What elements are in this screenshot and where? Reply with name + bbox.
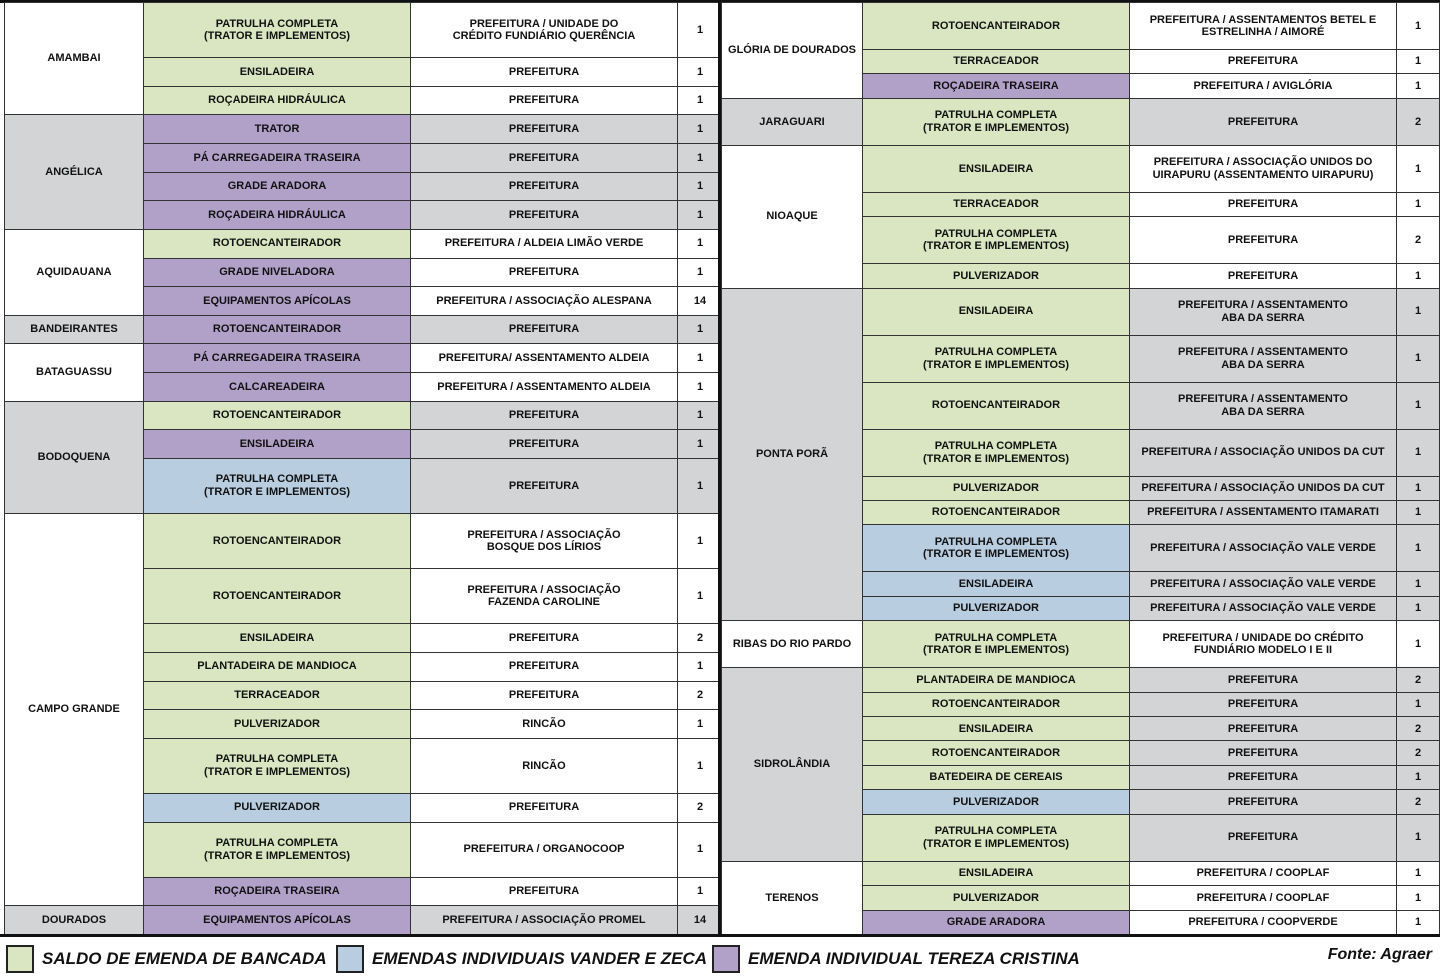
beneficiary-cell: PREFEITURA / UNIDADE DO CRÉDITO FUNDIÁRIO MODELO I E II — [1130, 621, 1397, 668]
quantity-cell: 1 — [678, 229, 723, 258]
bottom-border — [0, 934, 1440, 937]
equipment-cell: PATRULHA COMPLETA (TRATOR E IMPLEMENTOS) — [863, 335, 1130, 382]
equipment-cell: TERRACEADOR — [144, 681, 411, 710]
beneficiary-cell: PREFEITURA — [411, 58, 678, 87]
equipment-cell: PÁ CARREGADEIRA TRASEIRA — [144, 344, 411, 373]
quantity-cell: 1 — [1397, 145, 1440, 192]
beneficiary-cell: PREFEITURA — [1130, 717, 1397, 741]
quantity-cell: 1 — [1397, 382, 1440, 429]
legend-label-vander-zeca: EMENDAS INDIVIDUAIS VANDER E ZECA — [372, 949, 707, 968]
legend-label-bancada: SALDO DE EMENDA DE BANCADA — [42, 949, 327, 968]
beneficiary-cell: PREFEITURA — [411, 652, 678, 681]
beneficiary-cell: PREFEITURA / ASSENTAMENTO ITAMARATI — [1130, 501, 1397, 525]
quantity-cell: 1 — [678, 3, 723, 58]
quantity-cell: 1 — [678, 258, 723, 287]
beneficiary-cell: PREFEITURA — [1130, 692, 1397, 716]
equipment-cell: ROTOENCANTEIRADOR — [144, 514, 411, 569]
beneficiary-cell: PREFEITURA — [1130, 668, 1397, 692]
quantity-cell: 1 — [1397, 525, 1440, 572]
beneficiary-cell: PREFEITURA / ASSOCIAÇÃO PROMEL — [411, 906, 678, 935]
beneficiary-cell: PREFEITURA / ASSENTAMENTO ABA DA SERRA — [1130, 288, 1397, 335]
quantity-cell: 2 — [1397, 217, 1440, 264]
municipality-cell: CAMPO GRANDE — [5, 514, 144, 906]
beneficiary-cell: PREFEITURA / COOPLAF — [1130, 861, 1397, 885]
equipment-cell: PATRULHA COMPLETA (TRATOR E IMPLEMENTOS) — [144, 3, 411, 58]
equipment-cell: ROTOENCANTEIRADOR — [144, 569, 411, 624]
equipment-cell: ENSILADEIRA — [863, 717, 1130, 741]
equipment-cell: ROTOENCANTEIRADOR — [863, 3, 1130, 50]
quantity-cell: 1 — [1397, 814, 1440, 861]
equipment-cell: EQUIPAMENTOS APÍCOLAS — [144, 906, 411, 935]
beneficiary-cell: PREFEITURA — [411, 258, 678, 287]
quantity-cell: 1 — [678, 86, 723, 115]
municipality-cell: JARAGUARI — [722, 98, 863, 145]
legend-item-tereza — [712, 944, 1080, 974]
beneficiary-cell: PREFEITURA — [411, 430, 678, 459]
blue-swatch — [336, 945, 364, 973]
quantity-cell: 1 — [1397, 501, 1440, 525]
beneficiary-cell: PREFEITURA / ASSENTAMENTOS BETEL E ESTRELINHA / AIMORÉ — [1130, 3, 1397, 50]
equipment-cell: ROÇADEIRA TRASEIRA — [863, 74, 1130, 98]
quantity-cell: 2 — [1397, 790, 1440, 814]
municipality-cell: NIOAQUE — [722, 145, 863, 288]
quantity-cell: 1 — [1397, 3, 1440, 50]
quantity-cell: 1 — [1397, 192, 1440, 216]
municipality-cell: TERENOS — [722, 861, 863, 934]
equipment-cell: CALCAREADEIRA — [144, 373, 411, 402]
equipment-cell: ENSILADEIRA — [863, 572, 1130, 596]
municipality-cell: AMAMBAI — [5, 3, 144, 115]
equipment-cell: PLANTADEIRA DE MANDIOCA — [144, 652, 411, 681]
equipment-cell: TERRACEADOR — [863, 50, 1130, 74]
equipment-cell: PATRULHA COMPLETA (TRATOR E IMPLEMENTOS) — [144, 738, 411, 793]
quantity-cell: 2 — [678, 624, 723, 653]
beneficiary-cell: PREFEITURA — [1130, 50, 1397, 74]
municipality-cell: DOURADOS — [5, 906, 144, 935]
beneficiary-cell: PREFEITURA — [411, 115, 678, 144]
municipality-cell: PONTA PORÃ — [722, 288, 863, 621]
equipment-cell: ROÇADEIRA HIDRÁULICA — [144, 86, 411, 115]
quantity-cell: 2 — [1397, 668, 1440, 692]
beneficiary-cell: PREFEITURA / ASSOCIAÇÃO UNIDOS DA CUT — [1130, 476, 1397, 500]
quantity-cell: 1 — [678, 144, 723, 173]
beneficiary-cell: PREFEITURA / ALDEIA LIMÃO VERDE — [411, 229, 678, 258]
beneficiary-cell: PREFEITURA / COOPLAF — [1130, 886, 1397, 910]
equipment-cell: ROTOENCANTEIRADOR — [863, 382, 1130, 429]
beneficiary-cell: PREFEITURA / ORGANOCOOP — [411, 822, 678, 877]
beneficiary-cell: PREFEITURA — [1130, 741, 1397, 765]
table-row — [722, 288, 1440, 335]
beneficiary-cell: PREFEITURA / ASSOCIAÇÃO VALE VERDE — [1130, 525, 1397, 572]
legend-item-vander-zeca — [336, 944, 707, 974]
quantity-cell: 1 — [678, 569, 723, 624]
quantity-cell: 1 — [678, 201, 723, 230]
equipment-cell: BATEDEIRA DE CEREAIS — [863, 765, 1130, 789]
beneficiary-cell: PREFEITURA / ASSOCIAÇÃO UNIDOS DA CUT — [1130, 429, 1397, 476]
beneficiary-cell: PREFEITURA — [411, 401, 678, 430]
beneficiary-cell: PREFEITURA / ASSOCIAÇÃO VALE VERDE — [1130, 596, 1397, 620]
equipment-cell: PATRULHA COMPLETA (TRATOR E IMPLEMENTOS) — [863, 98, 1130, 145]
quantity-cell: 1 — [1397, 692, 1440, 716]
quantity-cell: 14 — [678, 906, 723, 935]
right-table-panel — [721, 2, 1439, 935]
quantity-cell: 1 — [678, 315, 723, 344]
quantity-cell: 1 — [678, 822, 723, 877]
table-row — [5, 344, 723, 373]
equipment-cell: ENSILADEIRA — [144, 58, 411, 87]
equipment-cell: ROTOENCANTEIRADOR — [144, 401, 411, 430]
table-row — [722, 621, 1440, 668]
municipality-cell: RIBAS DO RIO PARDO — [722, 621, 863, 668]
equipment-cell: ENSILADEIRA — [144, 624, 411, 653]
equipment-cell: PATRULHA COMPLETA (TRATOR E IMPLEMENTOS) — [144, 822, 411, 877]
equipment-cell: ENSILADEIRA — [863, 861, 1130, 885]
table-row — [5, 3, 723, 58]
equipment-cell: ROÇADEIRA TRASEIRA — [144, 877, 411, 906]
equipment-cell: PULVERIZADOR — [144, 710, 411, 739]
beneficiary-cell: PREFEITURA — [411, 315, 678, 344]
quantity-cell: 1 — [678, 172, 723, 201]
quantity-cell: 1 — [1397, 74, 1440, 98]
quantity-cell: 1 — [1397, 765, 1440, 789]
beneficiary-cell: PREFEITURA — [1130, 765, 1397, 789]
municipality-cell: BANDEIRANTES — [5, 315, 144, 344]
equipment-cell: ROTOENCANTEIRADOR — [863, 501, 1130, 525]
quantity-cell: 1 — [678, 710, 723, 739]
beneficiary-cell: PREFEITURA — [411, 201, 678, 230]
quantity-cell: 2 — [1397, 98, 1440, 145]
table-row — [5, 514, 723, 569]
table-row — [722, 668, 1440, 692]
equipment-cell: ENSILADEIRA — [144, 430, 411, 459]
equipment-cell: PATRULHA COMPLETA (TRATOR E IMPLEMENTOS) — [863, 429, 1130, 476]
equipment-cell: ROTOENCANTEIRADOR — [863, 741, 1130, 765]
quantity-cell: 2 — [1397, 717, 1440, 741]
beneficiary-cell: PREFEITURA — [1130, 264, 1397, 288]
equipment-cell: PULVERIZADOR — [863, 886, 1130, 910]
equipment-cell: GRADE NIVELADORA — [144, 258, 411, 287]
quantity-cell: 1 — [1397, 50, 1440, 74]
beneficiary-cell: PREFEITURA / ASSOCIAÇÃO BOSQUE DOS LÍRIOS — [411, 514, 678, 569]
municipality-cell: GLÓRIA DE DOURADOS — [722, 3, 863, 99]
beneficiary-cell: PREFEITURA — [1130, 814, 1397, 861]
beneficiary-cell: PREFEITURA — [1130, 790, 1397, 814]
quantity-cell: 1 — [678, 877, 723, 906]
beneficiary-cell: PREFEITURA / AVIGLÓRIA — [1130, 74, 1397, 98]
beneficiary-cell: RINCÃO — [411, 738, 678, 793]
table-row — [722, 861, 1440, 885]
source-credit: Fonte: Agraer — [1327, 946, 1432, 963]
equipment-cell: PATRULHA COMPLETA (TRATOR E IMPLEMENTOS) — [863, 621, 1130, 668]
quantity-cell: 2 — [678, 793, 723, 822]
table-row — [722, 98, 1440, 145]
equipment-cell: TRATOR — [144, 115, 411, 144]
quantity-cell: 1 — [678, 458, 723, 513]
municipality-cell: BODOQUENA — [5, 401, 144, 513]
beneficiary-cell: PREFEITURA / ASSOCIAÇÃO FAZENDA CAROLINE — [411, 569, 678, 624]
equipment-cell: ROÇADEIRA HIDRÁULICA — [144, 201, 411, 230]
legend-label-tereza: EMENDA INDIVIDUAL TEREZA CRISTINA — [748, 949, 1080, 968]
quantity-cell: 1 — [1397, 572, 1440, 596]
equipment-cell: GRADE ARADORA — [144, 172, 411, 201]
equipment-cell: ENSILADEIRA — [863, 145, 1130, 192]
beneficiary-cell: PREFEITURA — [411, 793, 678, 822]
quantity-cell: 1 — [678, 344, 723, 373]
quantity-cell: 1 — [1397, 476, 1440, 500]
beneficiary-cell: PREFEITURA — [411, 681, 678, 710]
equipment-cell: ROTOENCANTEIRADOR — [863, 692, 1130, 716]
quantity-cell: 1 — [1397, 596, 1440, 620]
legend — [0, 938, 1440, 980]
municipality-cell: BATAGUASSU — [5, 344, 144, 401]
legend-item-bancada — [6, 944, 327, 974]
municipality-cell: SIDROLÂNDIA — [722, 668, 863, 861]
table-row — [722, 3, 1440, 50]
beneficiary-cell: PREFEITURA — [1130, 217, 1397, 264]
beneficiary-cell: PREFEITURA / ASSOCIAÇÃO UNIDOS DO UIRAPURU (ASSENTAMENTO UIRAPURU) — [1130, 145, 1397, 192]
equipment-cell: PULVERIZADOR — [863, 264, 1130, 288]
equipment-cell: PATRULHA COMPLETA (TRATOR E IMPLEMENTOS) — [863, 814, 1130, 861]
beneficiary-cell: PREFEITURA — [411, 624, 678, 653]
beneficiary-cell: PREFEITURA / ASSENTAMENTO ABA DA SERRA — [1130, 382, 1397, 429]
quantity-cell: 1 — [1397, 910, 1440, 935]
equipment-cell: ENSILADEIRA — [863, 288, 1130, 335]
beneficiary-cell: PREFEITURA / ASSOCIAÇÃO VALE VERDE — [1130, 572, 1397, 596]
quantity-cell: 1 — [1397, 264, 1440, 288]
purple-swatch — [712, 945, 740, 973]
equipment-cell: EQUIPAMENTOS APÍCOLAS — [144, 287, 411, 316]
beneficiary-cell: PREFEITURA — [1130, 98, 1397, 145]
equipment-cell: PULVERIZADOR — [863, 596, 1130, 620]
beneficiary-cell: PREFEITURA — [1130, 192, 1397, 216]
quantity-cell: 1 — [678, 401, 723, 430]
beneficiary-cell: PREFEITURA / COOPVERDE — [1130, 910, 1397, 935]
beneficiary-cell: RINCÃO — [411, 710, 678, 739]
quantity-cell: 1 — [678, 373, 723, 402]
equipment-cell: PULVERIZADOR — [863, 476, 1130, 500]
table-row — [722, 145, 1440, 192]
table-row — [5, 115, 723, 144]
equipment-cell: TERRACEADOR — [863, 192, 1130, 216]
right-equipment-table — [721, 2, 1440, 935]
quantity-cell: 1 — [678, 652, 723, 681]
municipality-cell: AQUIDAUANA — [5, 229, 144, 315]
table-row — [5, 229, 723, 258]
beneficiary-cell: PREFEITURA — [411, 458, 678, 513]
quantity-cell: 1 — [678, 58, 723, 87]
green-swatch — [6, 945, 34, 973]
quantity-cell: 1 — [678, 514, 723, 569]
quantity-cell: 1 — [678, 430, 723, 459]
quantity-cell: 1 — [1397, 429, 1440, 476]
beneficiary-cell: PREFEITURA/ ASSENTAMENTO ALDEIA — [411, 344, 678, 373]
equipment-cell: PATRULHA COMPLETA (TRATOR E IMPLEMENTOS) — [863, 525, 1130, 572]
equipment-cell: GRADE ARADORA — [863, 910, 1130, 935]
beneficiary-cell: PREFEITURA — [411, 86, 678, 115]
quantity-cell: 2 — [1397, 741, 1440, 765]
beneficiary-cell: PREFEITURA / ASSOCIAÇÃO ALESPANA — [411, 287, 678, 316]
quantity-cell: 1 — [1397, 886, 1440, 910]
quantity-cell: 1 — [678, 738, 723, 793]
equipment-cell: ROTOENCANTEIRADOR — [144, 229, 411, 258]
quantity-cell: 1 — [1397, 861, 1440, 885]
table-row — [5, 315, 723, 344]
quantity-cell: 1 — [1397, 288, 1440, 335]
quantity-cell: 1 — [1397, 335, 1440, 382]
table-row — [5, 906, 723, 935]
beneficiary-cell: PREFEITURA — [411, 144, 678, 173]
beneficiary-cell: PREFEITURA — [411, 877, 678, 906]
table-row — [5, 401, 723, 430]
beneficiary-cell: PREFEITURA / ASSENTAMENTO ABA DA SERRA — [1130, 335, 1397, 382]
quantity-cell: 1 — [1397, 621, 1440, 668]
beneficiary-cell: PREFEITURA / ASSENTAMENTO ALDEIA — [411, 373, 678, 402]
left-equipment-table — [4, 2, 723, 935]
quantity-cell: 1 — [678, 115, 723, 144]
quantity-cell: 2 — [678, 681, 723, 710]
beneficiary-cell: PREFEITURA — [411, 172, 678, 201]
quantity-cell: 14 — [678, 287, 723, 316]
beneficiary-cell: PREFEITURA / UNIDADE DO CRÉDITO FUNDIÁRIO QUERÊNCIA — [411, 3, 678, 58]
municipality-cell: ANGÉLICA — [5, 115, 144, 230]
equipment-cell: PULVERIZADOR — [863, 790, 1130, 814]
left-table-panel — [4, 2, 722, 935]
equipment-cell: PATRULHA COMPLETA (TRATOR E IMPLEMENTOS) — [144, 458, 411, 513]
equipment-cell: PULVERIZADOR — [144, 793, 411, 822]
equipment-cell: PÁ CARREGADEIRA TRASEIRA — [144, 144, 411, 173]
equipment-cell: PLANTADEIRA DE MANDIOCA — [863, 668, 1130, 692]
equipment-cell: PATRULHA COMPLETA (TRATOR E IMPLEMENTOS) — [863, 217, 1130, 264]
equipment-cell: ROTOENCANTEIRADOR — [144, 315, 411, 344]
